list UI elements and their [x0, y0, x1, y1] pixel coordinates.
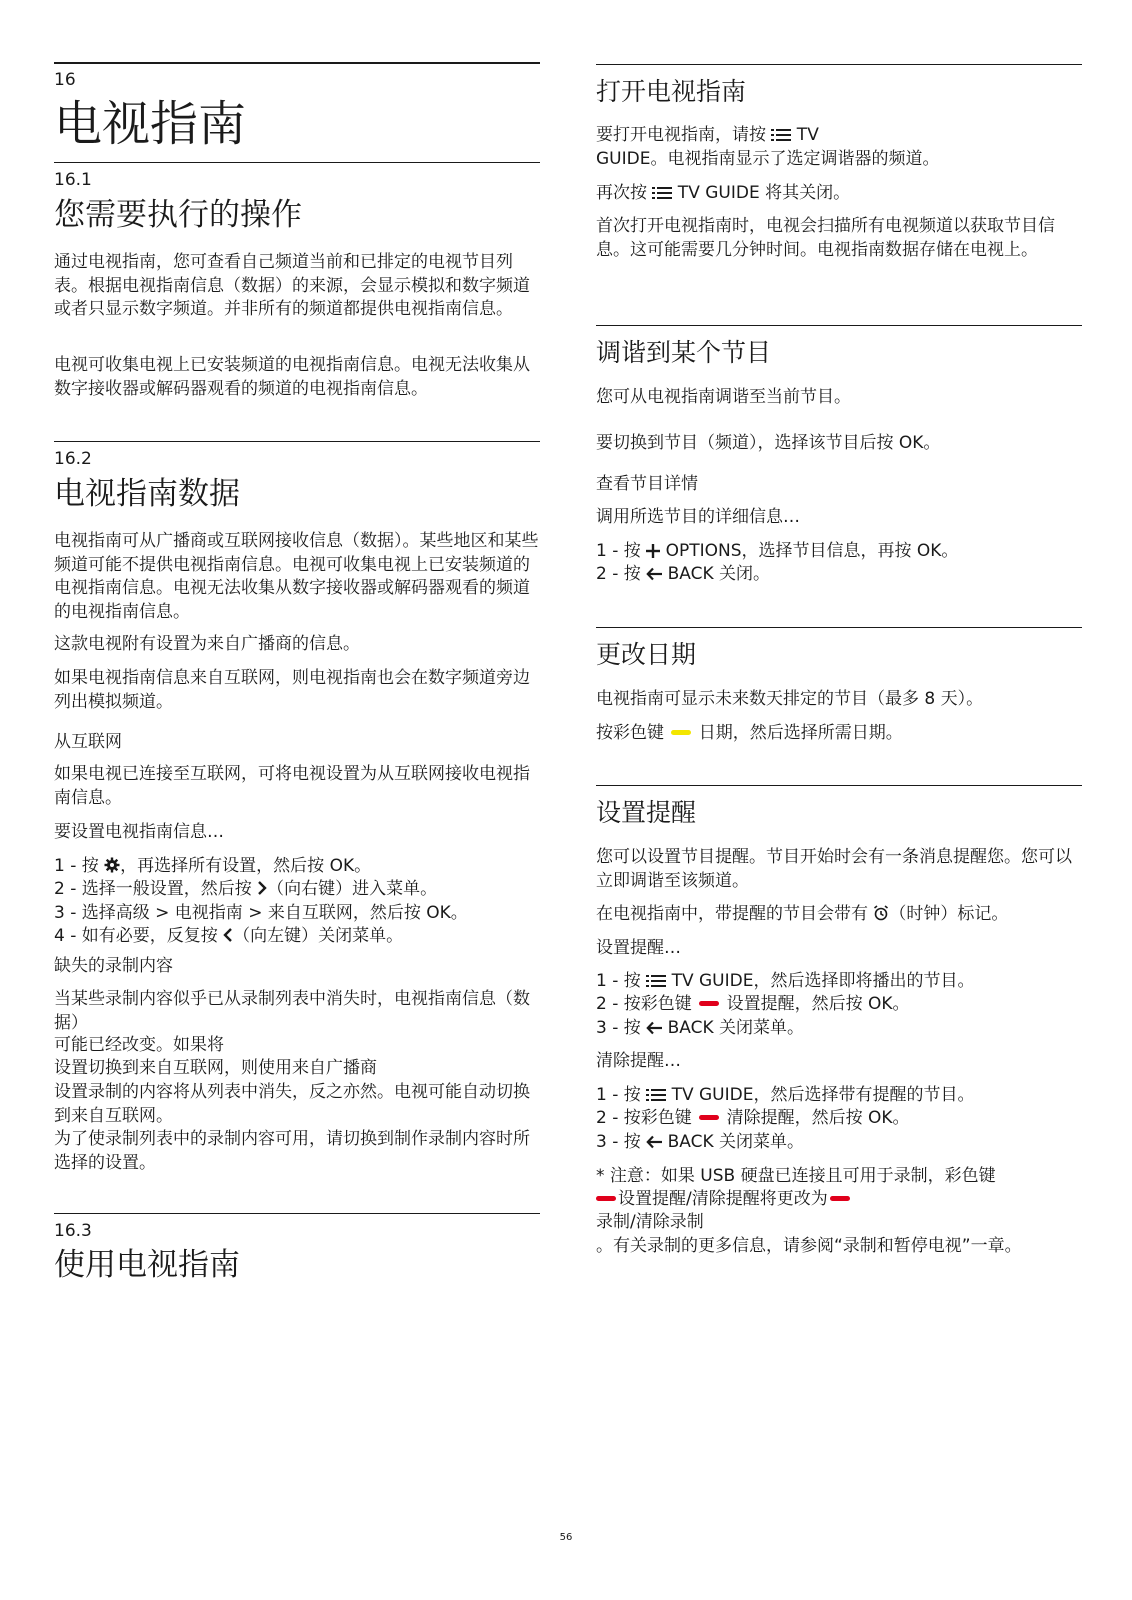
paragraph-line: 要切换到节目（频道），选择该节目后按 OK。 [596, 433, 941, 453]
text: 2 - 按彩色键 [596, 994, 698, 1014]
text: OPTIONS，选择节目信息，再按 OK。 [660, 541, 959, 561]
paragraph: 当某些录制内容似乎已从录制列表中消失时，电视指南信息（数据） [54, 989, 530, 1033]
paragraph-line: 您可从电视指南调谐至当前节目。 [596, 387, 851, 407]
section-title: 使用电视指南 [54, 1247, 240, 1283]
text: 在电视指南中，带提醒的节目会带有 [596, 904, 874, 924]
page-number: 56 [559, 1532, 573, 1543]
step-text: ，再选择所有设置，然后按 OK。 [120, 856, 372, 876]
tv-guide-icon [652, 184, 672, 208]
section-number: 16.2 [54, 449, 92, 469]
text: 1 - 按 [596, 541, 647, 561]
paragraph-line: 调用所选节目的详细信息… [596, 507, 800, 527]
plus-icon [646, 542, 660, 566]
paragraph-line [596, 722, 903, 746]
step-line [596, 1084, 974, 1110]
text: 日期，然后选择所需日期。 [693, 723, 903, 743]
note-line: 。有关录制的更多信息，请参阅“录制和暂停电视”一章。 [596, 1236, 1022, 1256]
subsection-title: 调谐到某个节目 [596, 338, 772, 367]
subheading: 清除提醒… [596, 1051, 681, 1071]
step-line [596, 1131, 804, 1157]
section-rule [54, 162, 540, 163]
tv-guide-icon [646, 972, 666, 996]
step-text: 1 - 按 [54, 856, 105, 876]
paragraph: 如果电视已连接至互联网，可将电视设置为从互联网接收电视指南信息。 [54, 764, 530, 808]
paragraph: 要设置电视指南信息… [54, 822, 224, 842]
step-line [596, 563, 770, 589]
paragraph-line [596, 903, 1008, 929]
note-line: * 注意：如果 USB 硬盘已连接且可用于录制，彩色键 [596, 1166, 996, 1186]
yellow-key-icon [671, 730, 691, 735]
subsection-rule [596, 785, 1082, 786]
text: BACK 关闭。 [662, 564, 770, 584]
red-key-icon [596, 1196, 616, 1201]
step-line [54, 855, 371, 881]
chapter-number: 16 [54, 70, 76, 90]
paragraph-line [596, 124, 819, 150]
red-key-icon [699, 1115, 719, 1120]
step-line [596, 540, 958, 566]
paragraph: 设置录制的内容将从列表中消失，反之亦然。电视可能自动切换到来自互联网。 [54, 1082, 530, 1126]
subsection-title: 打开电视指南 [596, 77, 747, 106]
clock-icon [873, 905, 889, 929]
arrow-right-icon [257, 880, 267, 904]
red-key-icon [830, 1196, 850, 1201]
subheading: 查看节目详情 [596, 474, 698, 494]
paragraph-line: 电视指南可显示未来数天排定的节目（最多 8 天）。 [596, 689, 984, 709]
text: 2 - 按 [596, 564, 647, 584]
text: 3 - 按 [596, 1132, 647, 1152]
back-arrow-icon [646, 1133, 662, 1157]
text: 2 - 按彩色键 [596, 1108, 698, 1128]
text: 按彩色键 [596, 723, 670, 743]
section-rule [54, 441, 540, 442]
settings-gear-icon [104, 857, 120, 881]
chapter-title: 电视指南 [54, 96, 247, 152]
paragraph: 您可以设置节目提醒。节目开始时会有一条消息提醒您。您可以立即调谐至该频道。 [596, 847, 1072, 891]
text: 设置提醒，然后按 OK。 [721, 994, 910, 1014]
paragraph: 通过电视指南，您可查看自己频道当前和已排定的电视节目列表。根据电视指南信息（数据）的来源，会显示模拟和数字频道或者只显示数字频道。并非所有的频道都提供电视指南信息。 [54, 252, 530, 319]
paragraph: 首次打开电视指南时，电视会扫描所有电视频道以获取节目信息。这可能需要几分钟时间。电视指南数据存储在电视上。 [596, 216, 1055, 260]
subsection-rule [596, 627, 1082, 628]
text: 清除提醒，然后按 OK。 [721, 1108, 910, 1128]
step-text: （向右键）进入菜单。 [267, 879, 438, 899]
subsection-title: 设置提醒 [596, 798, 697, 827]
paragraph: 为了使录制列表中的录制内容可用，请切换到制作录制内容时所选择的设置。 [54, 1129, 530, 1173]
step-line [596, 993, 910, 1017]
subheading: 从互联网 [54, 732, 122, 752]
text: 设置提醒/清除提醒将更改为 [618, 1189, 828, 1209]
paragraph-line: GUIDE。电视指南显示了选定调谐器的频道。 [596, 149, 940, 169]
paragraph: 这款电视附有设置为来自广播商的信息。 [54, 634, 360, 654]
text: TV GUIDE，然后选择带有提醒的节目。 [666, 1085, 975, 1105]
subsection-rule [596, 64, 1082, 65]
step-line [54, 878, 437, 904]
step-text: （向左键）关闭菜单。 [233, 926, 404, 946]
text: 3 - 按 [596, 1018, 647, 1038]
step-line [596, 970, 974, 996]
paragraph-line: 可能已经改变。如果将 [54, 1035, 224, 1055]
step-line: 3 - 选择高级 > 电视指南 > 来自互联网，然后按 OK。 [54, 903, 468, 923]
subheading: 缺失的录制内容 [54, 956, 173, 976]
note-line [596, 1188, 852, 1212]
text: 要打开电视指南，请按 [596, 125, 772, 145]
text: BACK 关闭菜单。 [662, 1018, 804, 1038]
section-rule [54, 1213, 540, 1214]
section-title: 电视指南数据 [54, 476, 240, 512]
tv-guide-icon [771, 126, 791, 150]
paragraph: 电视指南可从广播商或互联网接收信息（数据）。某些地区和某些频道可能不提供电视指南信息。电视可收集电视上已安装频道的电视指南信息。电视无法收集从数字接收器或解码器观看的频道的电视指南信息。 [54, 531, 539, 622]
text: TV [791, 125, 819, 145]
note-line: 录制/清除录制 [596, 1212, 704, 1232]
text: 1 - 按 [596, 971, 647, 991]
text: （时钟）标记。 [889, 904, 1009, 924]
back-arrow-icon [646, 565, 662, 589]
tv-guide-icon [646, 1086, 666, 1110]
section-number: 16.3 [54, 1221, 92, 1241]
paragraph: 如果电视指南信息来自互联网，则电视指南也会在数字频道旁边列出模拟频道。 [54, 668, 530, 712]
step-line [596, 1107, 910, 1131]
back-arrow-icon [646, 1019, 662, 1043]
text: 再次按 [596, 183, 653, 203]
step-text: 4 - 如有必要，反复按 [54, 926, 224, 946]
text: 1 - 按 [596, 1085, 647, 1105]
arrow-left-icon [223, 927, 233, 951]
step-line [596, 1017, 804, 1043]
paragraph: 电视可收集电视上已安装频道的电视指南信息。电视无法收集从数字接收器或解码器观看的频道的电视指南信息。 [54, 355, 530, 399]
step-line [54, 925, 403, 951]
red-key-icon [699, 1001, 719, 1006]
step-text: 2 - 选择一般设置，然后按 [54, 879, 258, 899]
text: BACK 关闭菜单。 [662, 1132, 804, 1152]
section-number: 16.1 [54, 170, 92, 190]
chapter-rule [54, 62, 540, 64]
text: TV GUIDE 将其关闭。 [672, 183, 851, 203]
subheading: 设置提醒… [596, 938, 681, 958]
subsection-title: 更改日期 [596, 640, 697, 669]
subsection-rule [596, 325, 1082, 326]
paragraph-line [596, 182, 850, 208]
section-title: 您需要执行的操作 [54, 197, 302, 233]
text: TV GUIDE，然后选择即将播出的节目。 [666, 971, 975, 991]
paragraph-line: 设置切换到来自互联网，则使用来自广播商 [54, 1058, 377, 1078]
